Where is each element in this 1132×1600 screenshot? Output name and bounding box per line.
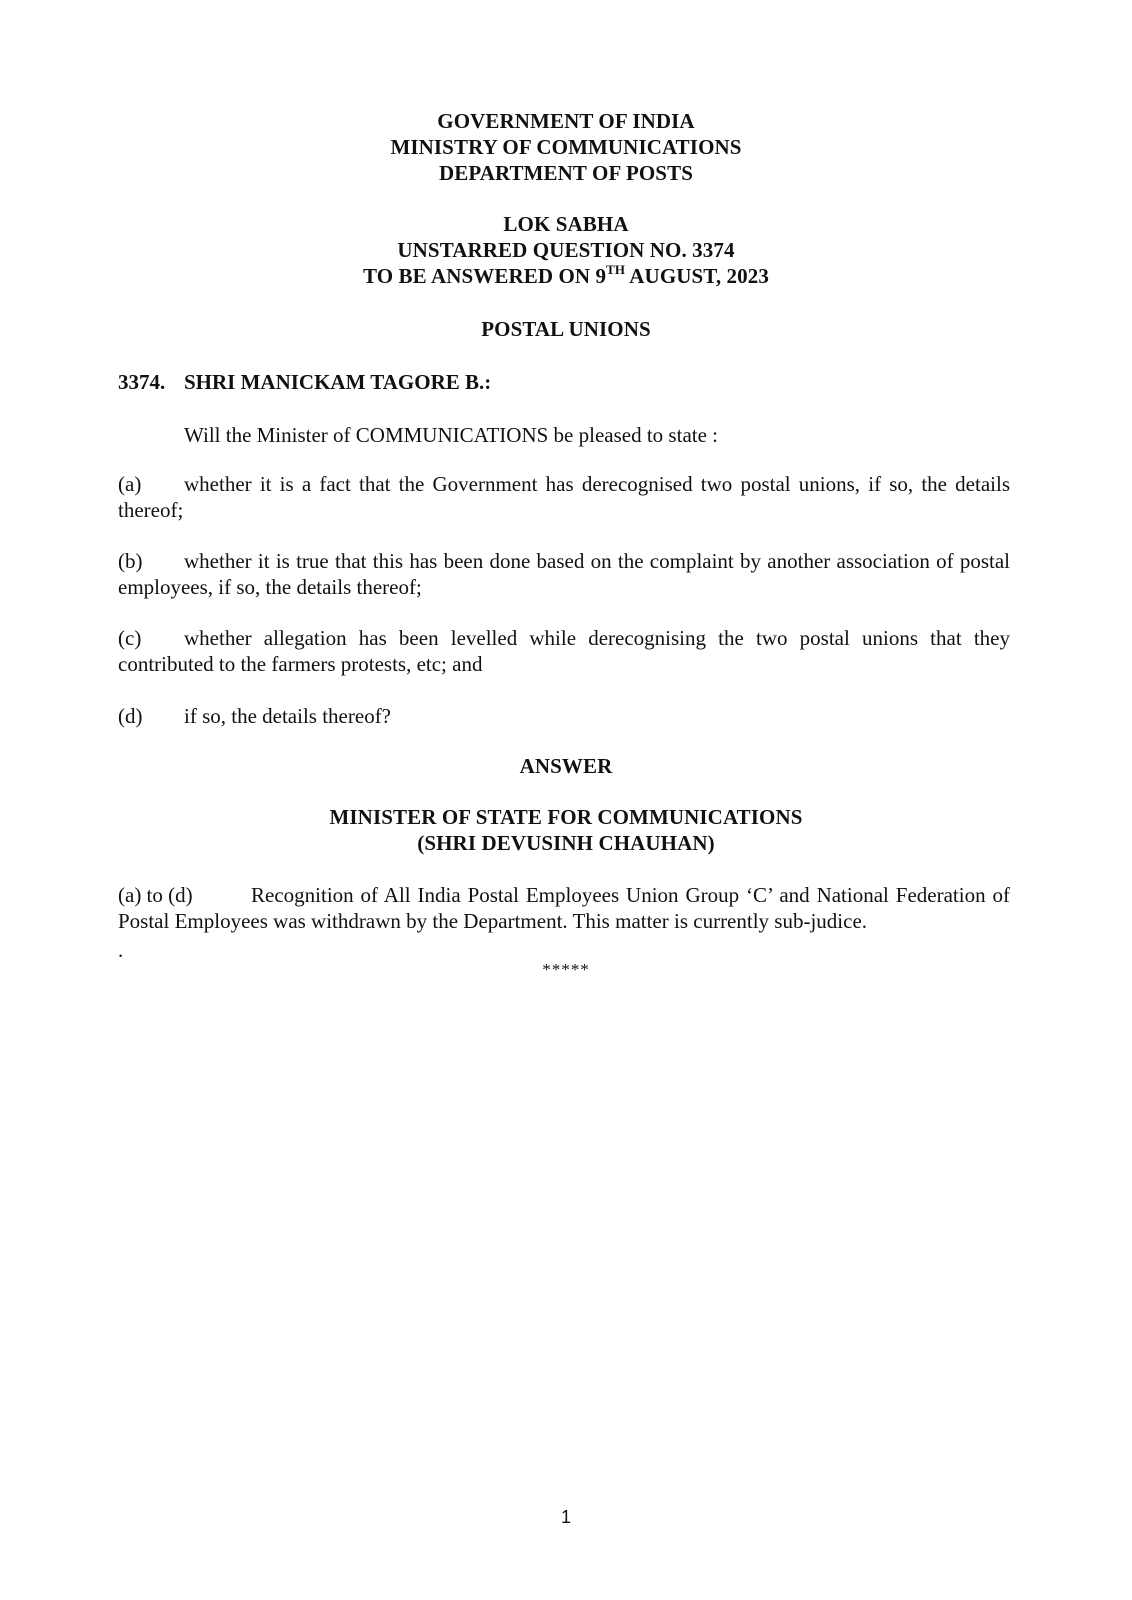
question-text: if so, the details thereof?	[184, 704, 392, 728]
answer-paragraph	[118, 882, 1010, 934]
question-text: whether it is a fact that the Government has derecognised two postal unions, if so, the details thereof;	[118, 472, 1010, 522]
answer-date-suffix: AUGUST, 2023	[625, 264, 769, 288]
subject-title: POSTAL UNIONS	[481, 317, 651, 341]
end-marker-block	[0, 960, 1132, 980]
question-item-d	[118, 703, 1010, 729]
question-number: UNSTARRED QUESTION NO. 3374	[397, 238, 735, 262]
subject-block	[0, 316, 1132, 342]
answer-date-superscript: TH	[606, 262, 626, 277]
question-item-b	[118, 548, 1010, 600]
questioner-name: SHRI MANICKAM TAGORE B.:	[184, 370, 492, 394]
answer-heading: ANSWER	[519, 754, 613, 778]
end-marker: *****	[542, 960, 590, 979]
question-label: (a)	[118, 472, 142, 496]
header-ministry: MINISTRY OF COMMUNICATIONS	[390, 135, 742, 159]
question-label: (c)	[118, 626, 142, 650]
minister-title: MINISTER OF STATE FOR COMMUNICATIONS	[329, 805, 803, 829]
questioner-line	[118, 369, 491, 395]
question-item-a	[118, 471, 1010, 523]
page-number: 1	[560, 1507, 571, 1527]
answer-label: (a) to (d)	[118, 883, 193, 907]
question-item-c	[118, 625, 1010, 677]
question-text: whether allegation has been levelled while derecognising the two postal unions that they contributed to the farmers protests, etc; and	[118, 626, 1010, 676]
answer-date-prefix: TO BE ANSWERED ON 9	[363, 264, 607, 288]
answer-heading-block	[0, 753, 1132, 779]
answer-text: Recognition of All India Postal Employees Union Group ‘C’ and National Federation of Postal Employees was withdrawn by the Department. This matter is currently sub-judice.	[118, 883, 1010, 933]
minister-block	[0, 804, 1132, 856]
question-text: whether it is true that this has been done based on the complaint by another association of postal employees, if so, the details thereof;	[118, 549, 1010, 599]
question-label: (d)	[118, 704, 143, 728]
stray-mark: .	[118, 938, 124, 962]
answer-date	[0, 263, 1132, 289]
document-header	[0, 108, 1132, 186]
header-government: GOVERNMENT OF INDIA	[437, 109, 695, 133]
house-name: LOK SABHA	[503, 212, 629, 236]
question-info-block	[0, 211, 1132, 289]
minister-name: (SHRI DEVUSINH CHAUHAN)	[417, 831, 715, 855]
question-label: (b)	[118, 549, 143, 573]
question-intro: Will the Minister of COMMUNICATIONS be pleased to state :	[184, 423, 719, 447]
questioner-number: 3374.	[118, 370, 166, 394]
header-department: DEPARTMENT OF POSTS	[439, 161, 693, 185]
